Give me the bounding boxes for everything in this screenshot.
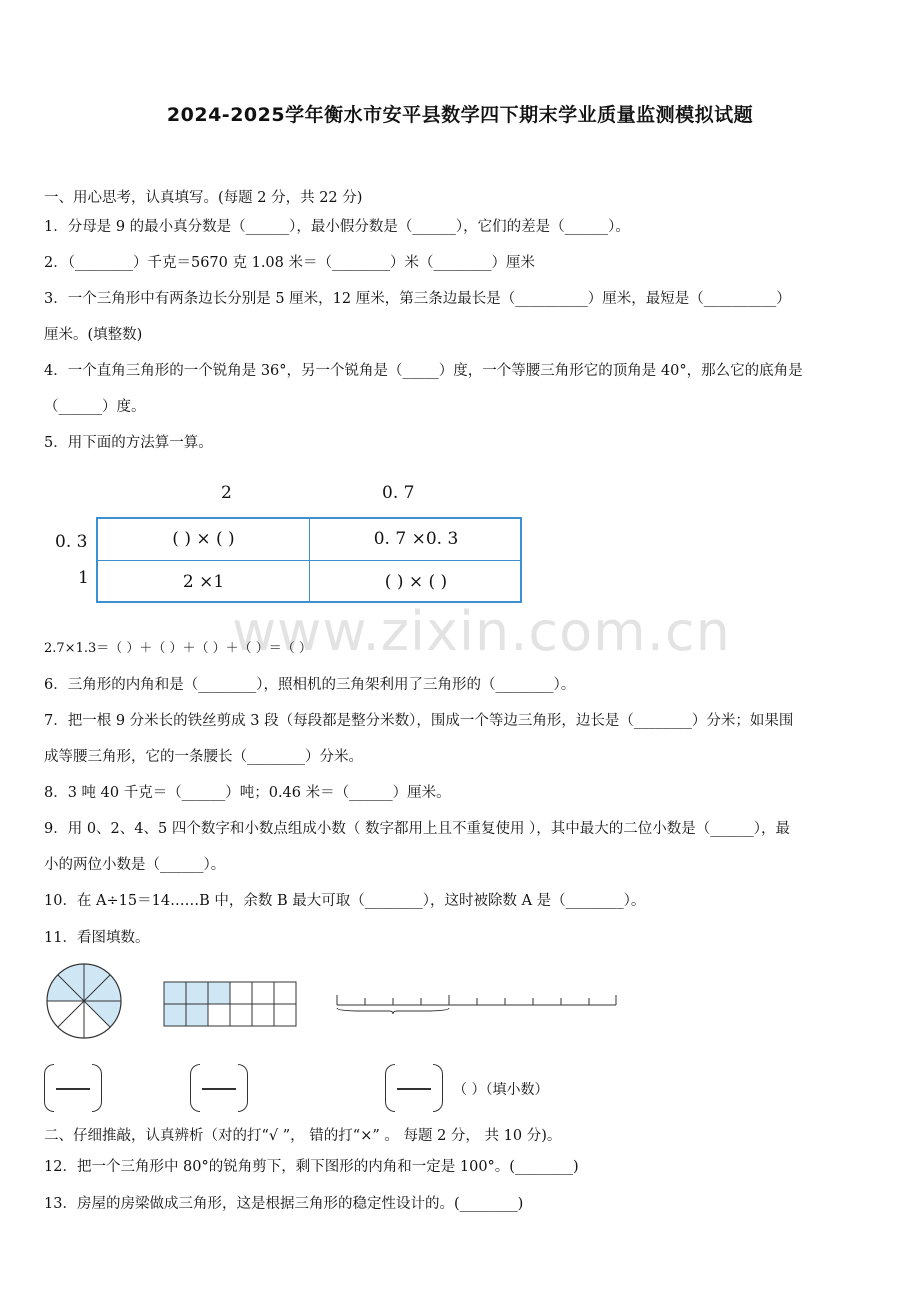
number-line-figure bbox=[333, 990, 623, 1016]
question-5: 5．用下面的方法算一算。 bbox=[44, 435, 213, 451]
question-3-line2: 厘米。(填整数) bbox=[44, 327, 143, 343]
fraction-circle-figure bbox=[40, 962, 130, 1040]
grid-col-label-2: 0. 7 bbox=[382, 483, 415, 503]
decimal-answer-blank[interactable]: （ ）（填小数） bbox=[453, 1082, 549, 1098]
question-5-equation: 2.7×1.3＝（ ）＋（ ）＋（ ）＋（ ）＝（ ） bbox=[44, 641, 312, 656]
grid-divider-horizontal bbox=[98, 560, 520, 561]
question-11: 11．看图填数。 bbox=[44, 930, 150, 946]
question-7-line2: 成等腰三角形，它的一条腰长（________）分米。 bbox=[44, 749, 363, 765]
grid-cell-1: ( ) × ( ) bbox=[172, 529, 235, 549]
multiplication-grid bbox=[96, 517, 522, 603]
watermark: www.zixin.com.cn bbox=[232, 600, 731, 663]
page-title: 2024-2025学年衡水市安平县数学四下期末学业质量监测模拟试题 bbox=[166, 104, 754, 126]
grid-cell-4: ( ) × ( ) bbox=[384, 572, 448, 592]
grid-cell-2: 0. 7 ×0. 3 bbox=[373, 529, 459, 549]
question-3-line1: 3．一个三角形中有两条边长分别是 5 厘米，12 厘米，第三条边最长是（__________）厘米，最短是（__________） bbox=[44, 291, 791, 307]
fraction-answer-1[interactable] bbox=[44, 1064, 102, 1112]
question-12: 12．把一个三角形中 80°的锐角剪下，剩下图形的内角和一定是 100°。(________) bbox=[44, 1159, 579, 1175]
fraction-answer-2[interactable] bbox=[190, 1064, 248, 1112]
question-8: 8．3 吨 40 千克＝（______）吨；0.46 米＝（______）厘米。 bbox=[44, 785, 451, 801]
question-9-line2: 小的两位小数是（______）。 bbox=[44, 857, 226, 873]
question-13: 13．房屋的房梁做成三角形，这是根据三角形的稳定性设计的。(________) bbox=[44, 1196, 524, 1212]
section2-heading: 二、仔细推敲，认真辨析（对的打“√ ”， 错的打“×” 。 每题 2 分， 共 10 分)。 bbox=[44, 1128, 562, 1144]
question-4-line2: （______）度。 bbox=[44, 399, 146, 415]
question-6: 6．三角形的内角和是（________），照相机的三角架利用了三角形的（________）。 bbox=[44, 677, 576, 693]
question-9-line1: 9．用 0、2、4、5 四个数字和小数点组成小数（ 数字都用上且不重复使用 ），其中最大的二位小数是（______），最 bbox=[44, 821, 791, 837]
grid-row-label-2: 1 bbox=[78, 568, 89, 588]
grid-col-label-1: 2 bbox=[221, 483, 232, 503]
fraction-answer-3[interactable] bbox=[385, 1064, 443, 1112]
question-4-line1: 4．一个直角三角形的一个锐角是 36°，另一个锐角是（_____）度，一个等腰三角形它的顶角是 40°，那么它的底角是 bbox=[44, 363, 803, 379]
question-7-line1: 7．把一根 9 分米长的铁丝剪成 3 段（每段都是整分米数），围成一个等边三角形，边长是（________）分米；如果围 bbox=[44, 713, 794, 729]
question-2: 2．（________）千克＝5670 克 1.08 米＝（________）米（________）厘米 bbox=[44, 255, 535, 271]
question-10: 10．在 A÷15＝14……B 中，余数 B 最大可取（________），这时被除数 A 是（________）。 bbox=[44, 893, 646, 909]
section1-heading: 一、用心思考，认真填写。(每题 2 分，共 22 分) bbox=[44, 190, 363, 206]
grid-cell-3: 2 ×1 bbox=[182, 572, 225, 592]
question-1: 1．分母是 9 的最小真分数是（______），最小假分数是（______），它们的差是（______）。 bbox=[44, 219, 630, 235]
fraction-grid-figure bbox=[163, 981, 299, 1029]
grid-row-label-1: 0. 3 bbox=[55, 532, 88, 552]
